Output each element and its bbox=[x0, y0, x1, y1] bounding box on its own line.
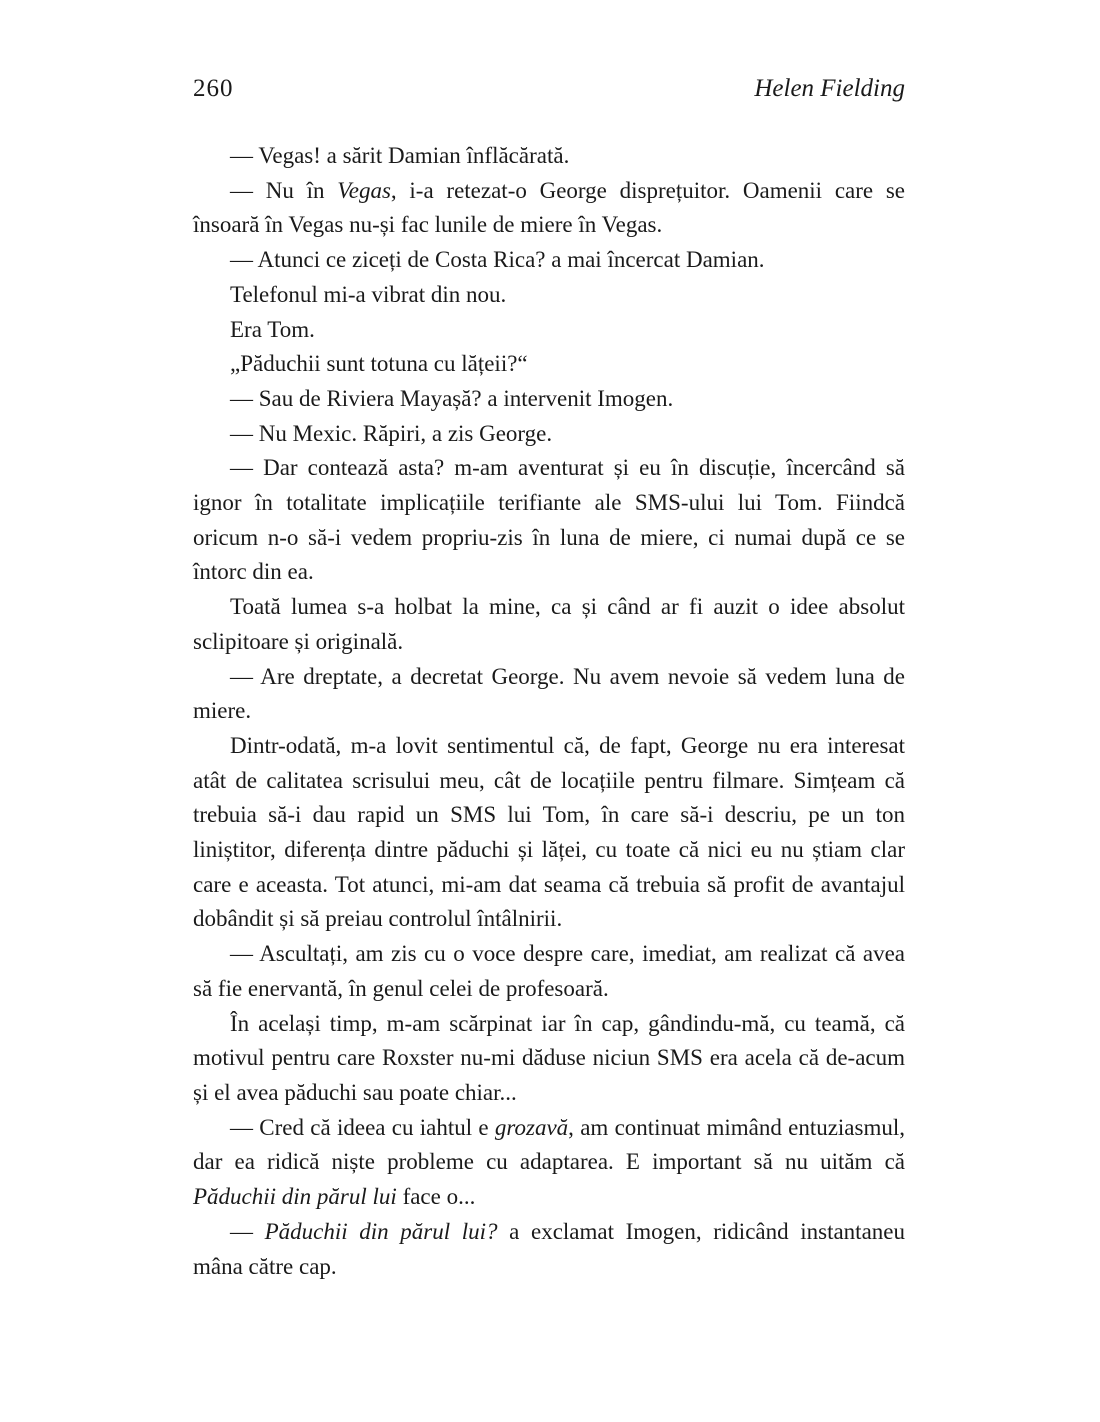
text-run: Era Tom. bbox=[230, 316, 315, 342]
text-run: — Nu în bbox=[230, 177, 338, 203]
text-run: — Nu Mexic. Răpiri, a zis George. bbox=[230, 420, 553, 446]
text-run: Toată lumea s-a holbat la mine, ca și când ar fi auzit o idee absolut sclipitoare și originală. bbox=[193, 594, 905, 654]
text-run: a exclamat Imogen, ridicând instantaneu mâna către cap. bbox=[193, 1218, 905, 1279]
text-run: , i-a retezat-o George disprețuitor. Oamenii care se însoară în Vegas nu-și fac lunile de miere în Vegas. bbox=[193, 177, 906, 238]
paragraph bbox=[193, 174, 905, 243]
text-run: Telefonul mi-a vibrat din nou. bbox=[230, 281, 507, 307]
text-run: În același timp, m-am scărpinat iar în cap, gândindu-mă, cu teamă, că motivul pentru care Roxster nu-mi dăduse niciun SMS era acela că de-acum și el avea păduchi sau poate chiar... bbox=[193, 1010, 905, 1105]
italic-text-run: grozavă bbox=[494, 1114, 569, 1140]
paragraph bbox=[193, 1215, 905, 1284]
text-run: — Are dreptate, a decretat George. Nu avem nevoie să vedem luna de miere. bbox=[193, 663, 905, 724]
paragraph bbox=[193, 1111, 905, 1215]
text-run: — Vegas! a sărit Damian înflăcărată. bbox=[230, 143, 570, 168]
text-run: — Sau de Riviera Mayașă? a intervenit Imogen. bbox=[230, 385, 674, 411]
paragraph bbox=[193, 937, 905, 1006]
paragraph bbox=[193, 729, 905, 937]
paragraph bbox=[193, 451, 905, 590]
text-run: — Cred că ideea cu iahtul e bbox=[230, 1114, 495, 1140]
text-run: — Atunci ce ziceți de Costa Rica? a mai încercat Damian. bbox=[230, 247, 765, 273]
paragraph bbox=[193, 313, 905, 348]
text-run: — Dar contează asta? m-am aventurat și eu în discuție, încercând să ignor în totalitate implicațiile terifiante ale SMS-ului lui Tom. Fiindcă oricum n-o să-i vedem propriu-zis în luna de miere, ci numai după ce se întorc din ea. bbox=[193, 455, 905, 585]
paragraph bbox=[193, 590, 905, 659]
paragraph bbox=[193, 243, 905, 278]
italic-text-run: Păduchii din părul lui? bbox=[264, 1218, 498, 1244]
paragraph bbox=[193, 278, 905, 313]
text-run: — Ascultați, am zis cu o voce despre care, imediat, am realizat că avea să fie enervantă, în genul celei de profesoară. bbox=[193, 941, 905, 1001]
text-run: , am continuat mimând entuziasmul, dar ea ridică niște probleme cu adaptarea. E important să nu uităm că bbox=[193, 1114, 905, 1175]
text-run: — bbox=[230, 1218, 265, 1244]
paragraph bbox=[193, 347, 905, 382]
paragraph bbox=[193, 660, 905, 729]
text-run: „Păduchii sunt totuna cu lățeii?“ bbox=[230, 351, 528, 377]
page-header bbox=[193, 74, 905, 104]
paragraph bbox=[193, 1007, 905, 1111]
page-body-text bbox=[193, 139, 905, 1284]
paragraph bbox=[193, 382, 905, 417]
text-run: Dintr-odată, m-a lovit sentimentul că, de fapt, George nu era interesat atât de calitatea scrisului meu, cât de locațiile pentru filmare. Simțeam că trebuia să-i dau rapid un SMS lui Tom, în care să-i descriu, pe un ton liniștitor, diferența dintre păduchi și lăței, cu toate că nici eu nu știam clar care e aceasta. Tot atunci, mi-am dat seama că trebuia să profit de avantajul dobândit și să preiau controlul întâlnirii. bbox=[193, 732, 905, 932]
page-number: 260 bbox=[193, 75, 234, 102]
text-run: face o... bbox=[396, 1184, 476, 1210]
paragraph bbox=[193, 417, 905, 452]
running-head-author: Helen Fielding bbox=[754, 75, 905, 102]
italic-text-run: Vegas bbox=[337, 177, 391, 203]
paragraph bbox=[193, 139, 905, 174]
italic-text-run: Păduchii din părul lui bbox=[193, 1184, 397, 1210]
